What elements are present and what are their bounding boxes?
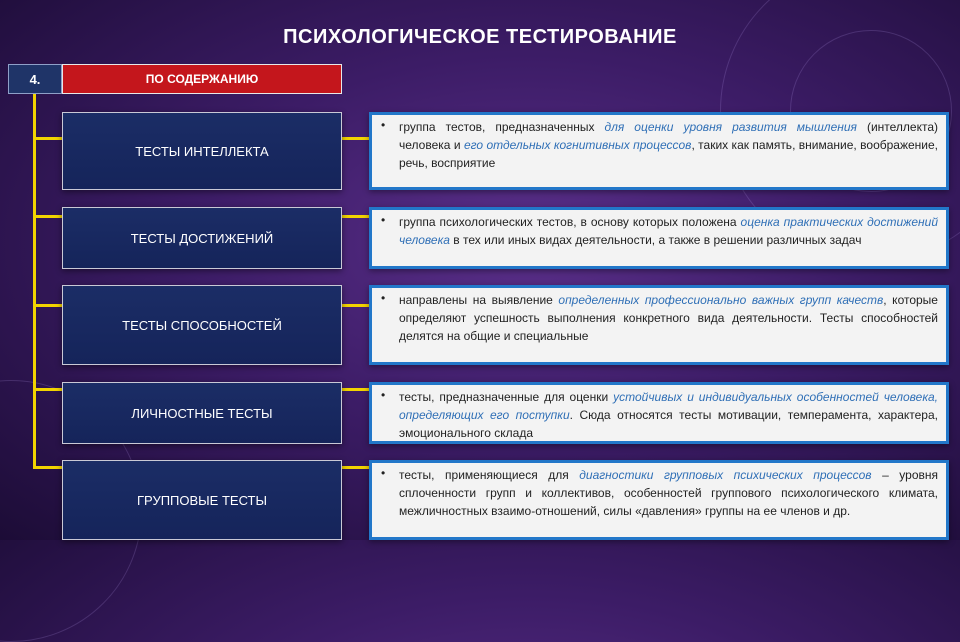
page-title: ПСИХОЛОГИЧЕСКОЕ ТЕСТИРОВАНИЕ — [283, 26, 677, 48]
desc-highlight: его отдельных когнитивных процессов — [463, 138, 692, 152]
section-number: 4. — [8, 64, 62, 94]
desc-connector — [341, 466, 369, 469]
tree-connector-branch — [33, 137, 63, 140]
desc-text: тесты, применяющиеся для — [399, 468, 580, 482]
desc-text: направлены на выявление — [399, 293, 559, 307]
desc-highlight: для оценки уровня развития мышления — [604, 120, 857, 134]
description-ability-tests — [369, 285, 949, 365]
description-intelligence-tests — [369, 112, 949, 190]
description-achievement-tests — [369, 207, 949, 269]
desc-connector — [341, 388, 369, 391]
bullet-icon: • — [381, 466, 386, 480]
desc-connector — [341, 215, 369, 218]
bullet-icon: • — [381, 213, 386, 227]
category-label: ТЕСТЫ ДОСТИЖЕНИЙ — [130, 230, 274, 246]
category-ability-tests — [62, 285, 342, 365]
desc-text: в тех или иных видах деятельности, а также в решении различных задач — [449, 233, 862, 247]
desc-text: группа психологических тестов, в основу которых положена — [399, 215, 741, 229]
desc-highlight: определенных профессионально важных групп качеств — [558, 293, 884, 307]
desc-text: (интеллекта) человека и — [399, 120, 939, 152]
category-achievement-tests — [62, 207, 342, 269]
category-label: ЛИЧНОСТНЫЕ ТЕСТЫ — [131, 405, 273, 421]
section-heading: ПО СОДЕРЖАНИЮ — [62, 64, 342, 94]
tree-connector-branch — [33, 215, 63, 218]
bullet-icon: • — [381, 118, 386, 132]
category-group-tests — [62, 460, 342, 540]
desc-highlight: оценка практических достижений человека — [399, 215, 938, 247]
tree-connector-branch — [33, 304, 63, 307]
category-personality-tests — [62, 382, 342, 444]
bullet-icon: • — [381, 291, 386, 305]
desc-text: – уровня сплоченности групп и коллективов, особенностей группового психологического климата, межличностных взаимо-отношений, силы «давления» группы на ее членов и др. — [399, 468, 938, 518]
desc-text: , таких как память, внимание, воображение, речь, восприятие — [399, 138, 939, 170]
desc-text: . Сюда относятся тесты мотивации, темперамента, характера, эмоционального склада — [399, 408, 938, 440]
description-personality-tests — [369, 382, 949, 444]
category-label: ГРУППОВЫЕ ТЕСТЫ — [137, 492, 267, 508]
category-label: ТЕСТЫ ИНТЕЛЛЕКТА — [135, 143, 269, 159]
bullet-icon: • — [381, 388, 386, 402]
desc-text: тесты, предназначенные для оценки — [399, 390, 614, 404]
desc-text: группа тестов, предназначенных — [399, 120, 605, 134]
category-intelligence-tests — [62, 112, 342, 190]
desc-highlight: устойчивых и индивидуальных особенностей человека, определяющих его поступки — [399, 390, 938, 422]
desc-highlight: диагностики групповых психических процессов — [579, 468, 872, 482]
tree-connector-branch — [33, 388, 63, 391]
category-label: ТЕСТЫ СПОСОБНОСТЕЙ — [122, 317, 282, 333]
tree-connector-spine — [33, 94, 36, 468]
description-group-tests — [369, 460, 949, 540]
tree-connector-branch — [33, 466, 63, 469]
desc-connector — [341, 137, 369, 140]
desc-connector — [341, 304, 369, 307]
desc-text: , которые определяют успешность выполнения конкретного вида деятельности. Тесты способностей делятся на общие и специальные — [399, 293, 938, 343]
